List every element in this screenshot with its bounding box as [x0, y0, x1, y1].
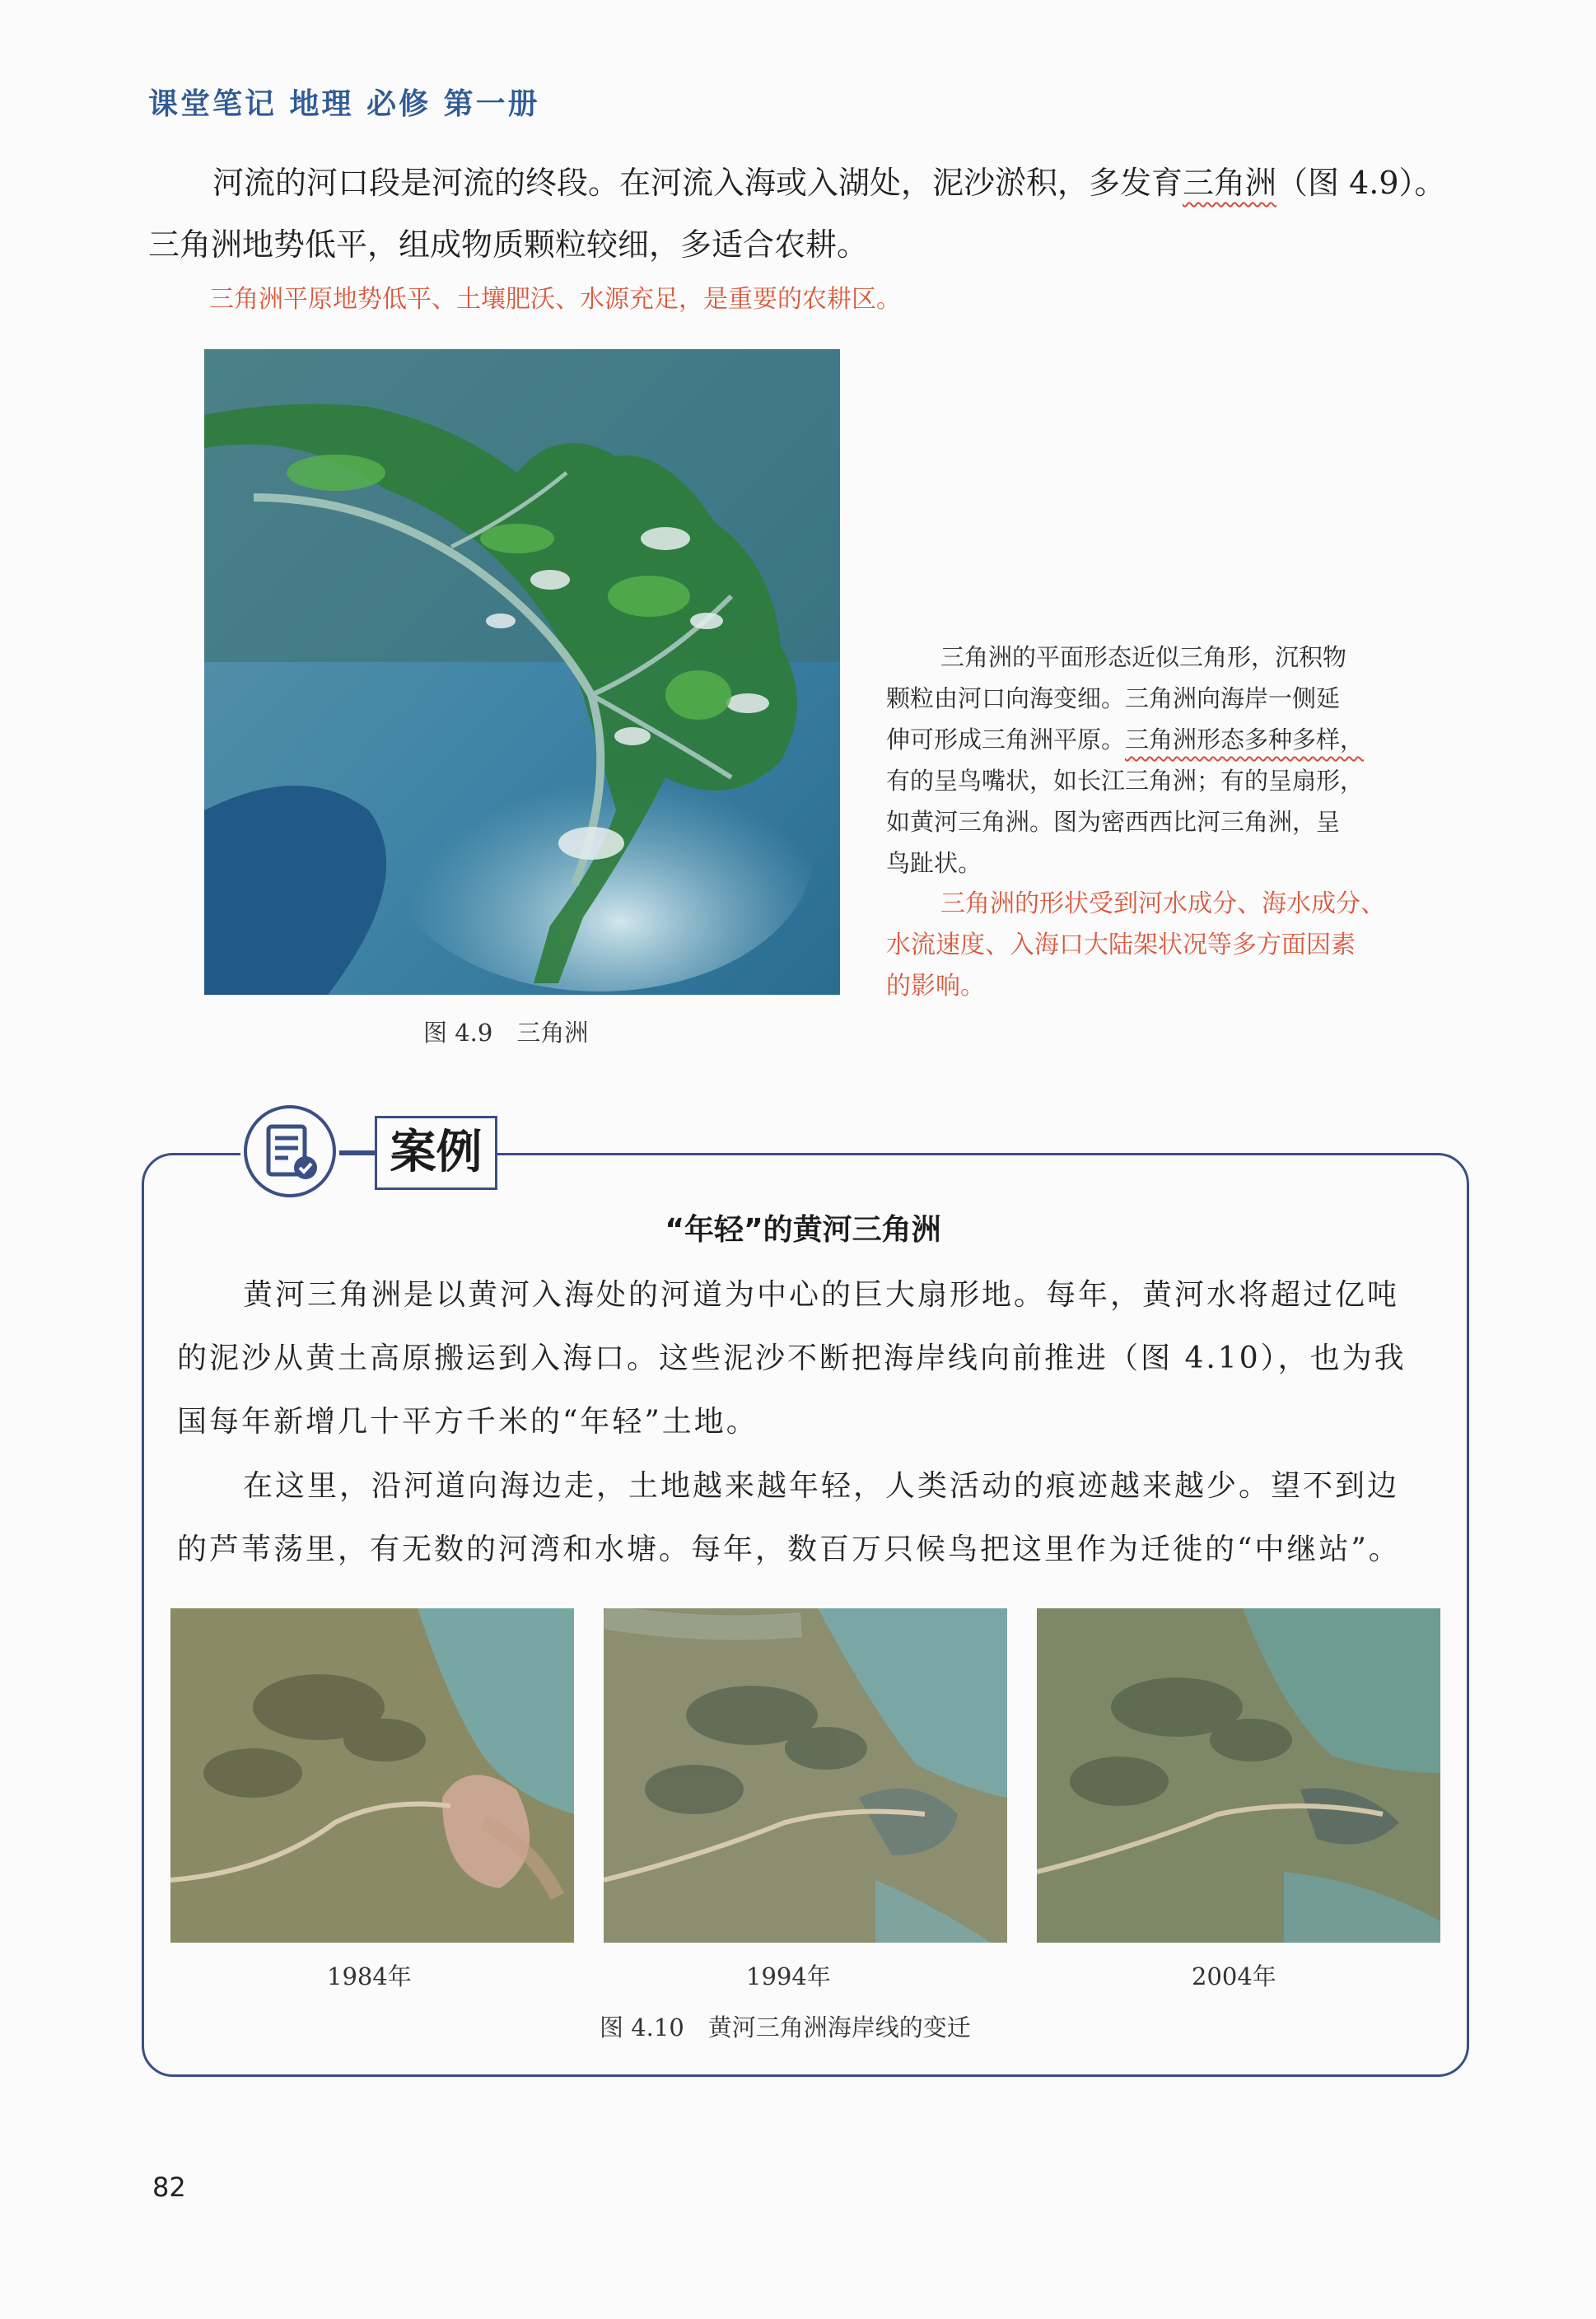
case-line-1: 黄河三角洲是以黄河入海处的河道为中心的巨大扇形地。每年，黄河水将超过亿吨 — [243, 1278, 1400, 1312]
handwritten-note: 三角洲平原地势低平、土壤肥沃、水源充足，是重要的农耕区。 — [209, 285, 901, 314]
mississippi-delta-satellite-image — [204, 349, 840, 995]
desc-line-2: 颗粒由河口向海变细。三角洲向海岸一侧延 — [886, 684, 1341, 712]
case-line-5: 的芦苇荡里，有无数的河湾和水塘。每年，数百万只候鸟把这里作为迁徙的“中继站”。 — [177, 1533, 1401, 1566]
case-line-4: 在这里，沿河道向海边走，土地越来越年轻，人类活动的痕迹越来越少。望不到边 — [243, 1469, 1400, 1503]
desc-line-3-emphasis: 三角洲形态多种多样， — [1125, 726, 1365, 754]
image-label-1994: 1994年 — [746, 1962, 831, 1990]
desc-line-3-text: 伸可形成三角洲平原。 — [886, 726, 1126, 754]
intro-line-1-ref: （图 4.9）。 — [1276, 165, 1446, 201]
intro-line-1-text: 河流的河口段是河流的终段。在河流入海或入湖处，泥沙淤积，多发育 — [212, 165, 1183, 201]
image-label-1984: 1984年 — [327, 1962, 412, 1990]
intro-line-2: 三角洲地势低平，组成物质颗粒较细，多适合农耕。 — [148, 226, 869, 263]
clipboard-check-icon — [240, 1102, 339, 1201]
desc-line-6: 鸟趾状。 — [886, 849, 982, 877]
case-icon-container — [240, 1102, 339, 1201]
desc-line-3 — [886, 719, 1430, 760]
desc-line-1: 三角洲的平面形态近似三角形，沉积物 — [940, 643, 1347, 671]
intro-line-1 — [212, 151, 1446, 215]
side-note-line-3: 的影响。 — [886, 972, 985, 1001]
image-label-2004: 2004年 — [1192, 1962, 1276, 1990]
case-line-2: 的泥沙从黄土高原搬运到入海口。这些泥沙不断把海岸线向前推进（图 4.10），也为我 — [177, 1341, 1407, 1375]
side-note-line-2: 水流速度、入海口大陆架状况等多方面因素 — [886, 931, 1356, 959]
figure-4-10-caption: 图 4.10 黄河三角洲海岸线的变迁 — [600, 2013, 971, 2041]
case-line-3: 国每年新增几十平方千米的“年轻”土地。 — [177, 1405, 758, 1439]
case-heading: “年轻”的黄河三角洲 — [665, 1213, 941, 1247]
yellow-river-delta-2004-image — [1037, 1608, 1440, 1943]
page-number: 82 — [152, 2172, 186, 2203]
figure-4-9-caption: 图 4.9 三角洲 — [423, 1019, 589, 1047]
delta-term: 三角洲 — [1183, 165, 1277, 201]
yellow-river-delta-1994-image — [604, 1608, 1007, 1943]
side-note-line-1: 三角洲的形状受到河水成分、海水成分、 — [940, 889, 1385, 918]
icon-connector-line — [339, 1150, 375, 1153]
case-label: 案例 — [375, 1116, 497, 1190]
desc-line-5: 如黄河三角洲。图为密西西比河三角洲，呈 — [886, 808, 1341, 836]
yellow-river-delta-1984-image — [170, 1608, 574, 1943]
running-header: 课堂笔记 地理 必修 第一册 — [148, 87, 540, 121]
figure-4-9-description — [886, 637, 1430, 1007]
desc-line-4: 有的呈鸟嘴状，如长江三角洲；有的呈扇形， — [886, 767, 1365, 795]
